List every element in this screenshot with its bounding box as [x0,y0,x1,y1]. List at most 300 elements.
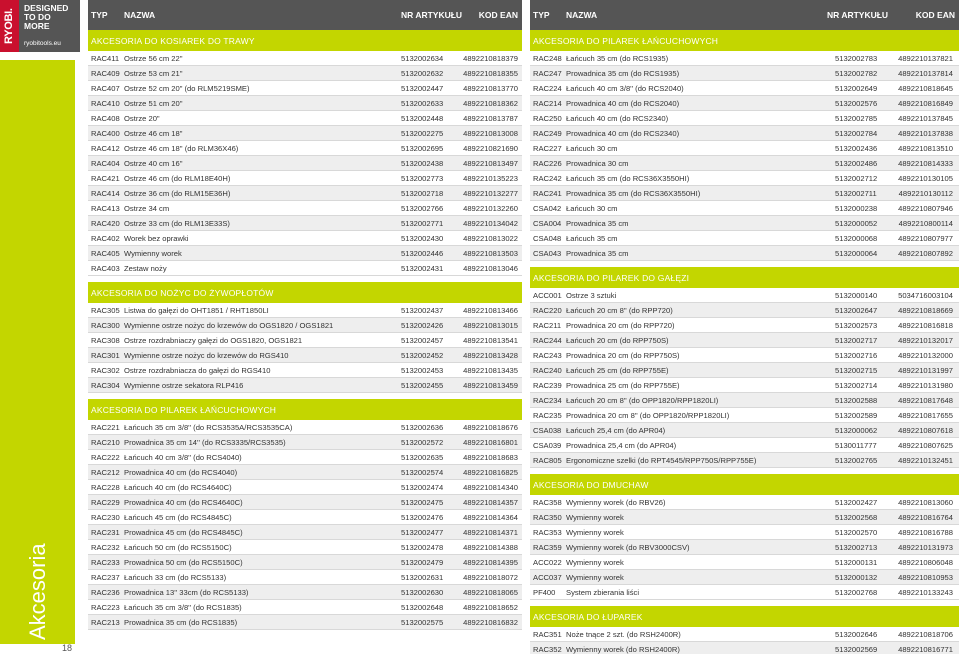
cell-nazwa: Łańcuch 25 cm (do RPP755E) [566,365,669,375]
cell-typ: RAC410 [91,98,120,108]
table-row [88,555,522,570]
cell-nazwa: Łańcuch 40 cm 3/8'' (do RCS4040) [124,452,242,462]
cell-typ: CSA048 [533,233,562,243]
header-typ: TYP [91,10,108,20]
cell-nazwa: Łańcuch 35 cm [566,233,618,243]
table-row [88,141,522,156]
cell-nazwa: Prowadnica 45 cm (do RCS4845C) [124,527,243,537]
table-row [88,363,522,378]
table-row [530,363,959,378]
cell-kod-ean: 4892210807892 [898,248,953,258]
right-table-body [530,30,959,654]
cell-nr-artykulu: 5132002718 [401,188,444,198]
cell-nazwa: Prowadnica 40 cm (do RCS2340) [566,128,680,138]
cell-kod-ean: 4892210131973 [898,542,953,552]
section-heading: AKCESORIA DO PILAREK ŁAŃCUCHOWYCH [88,399,522,420]
cell-nazwa: Łańcuch 35 cm 3/8'' (do RCS3535A/RCS3535CA) [124,422,293,432]
cell-nazwa: Ostrze rozdrabniacza do gałęzi do RGS410 [124,365,271,375]
cell-typ: RAC235 [533,410,562,420]
cell-typ: RAC233 [91,557,120,567]
table-header [88,0,522,30]
cell-nazwa: Zestaw noży [124,263,167,273]
cell-typ: CSA038 [533,425,562,435]
table-row [530,555,959,570]
cell-nazwa: Ostrze rozdrabniaczy gałęzi do OGS1820, OGS1821 [124,335,303,345]
cell-kod-ean: 5034716003104 [898,290,953,300]
cell-nazwa: Worek bez oprawki [124,233,189,243]
cell-nr-artykulu: 5132002478 [401,542,444,552]
cell-kod-ean: 4892210816801 [463,437,518,447]
cell-typ: RAC421 [91,173,120,183]
cell-kod-ean: 4892210137821 [898,53,953,63]
cell-nazwa: Ostrze 46 cm (do RLM18E40H) [124,173,231,183]
cell-kod-ean: 4892210813435 [463,365,518,375]
table-row [530,126,959,141]
cell-nazwa: Łańcuch 40 cm (do RCS2340) [566,113,669,123]
cell-typ: RAC302 [91,365,120,375]
cell-kod-ean: 4892210818706 [898,629,953,639]
table-row [530,231,959,246]
cell-nr-artykulu: 5132002765 [835,455,878,465]
cell-nazwa: Prowadnica 35 cm [566,218,629,228]
cell-nr-artykulu: 5132002635 [401,452,444,462]
cell-nr-artykulu: 5132002633 [401,98,444,108]
cell-nr-artykulu: 5132002711 [835,188,877,198]
cell-typ: RAC301 [91,350,120,360]
cell-nr-artykulu: 5132002714 [835,380,878,390]
cell-nazwa: Ostrze 46 cm 18'' (do RLM36X46) [124,143,239,153]
cell-typ: RAC248 [533,53,562,63]
cell-typ: RAC403 [91,263,120,273]
cell-typ: RAC358 [533,497,562,507]
cell-typ: RAC226 [533,158,562,168]
table-row [88,66,522,81]
cell-nr-artykulu: 5132002438 [401,158,444,168]
cell-kod-ean: 4892210813428 [463,350,518,360]
cell-kod-ean: 4892210807946 [898,203,953,213]
header-kod-ean: KOD EAN [915,10,955,20]
left-column [88,0,522,630]
logo-wordmark: RYOBI. [3,8,15,44]
cell-nr-artykulu: 5132002766 [401,203,444,213]
cell-nazwa: Prowadnica 35 cm [566,248,629,258]
cell-typ: ACC001 [533,290,562,300]
header-nazwa: NAZWA [124,10,156,20]
cell-typ: RAC243 [533,350,562,360]
cell-typ: RAC224 [533,83,562,93]
cell-nazwa: Ostrze 52 cm 20" (do RLM5219SME) [124,83,250,93]
cell-nr-artykulu: 5132002630 [401,587,444,597]
cell-kod-ean: 4892210132017 [898,335,953,345]
table-row [88,96,522,111]
cell-nazwa: Wymienny worek [566,512,624,522]
cell-kod-ean: 4892210818355 [463,68,518,78]
cell-kod-ean: 4892210816764 [898,512,953,522]
table-row [88,420,522,435]
cell-kod-ean: 4892210818669 [898,305,953,315]
cell-kod-ean: 4892210818065 [463,587,518,597]
cell-typ: RAC300 [91,320,120,330]
table-row [530,408,959,423]
cell-nr-artykulu: 5132002453 [401,365,444,375]
cell-nazwa: Prowadnica 40 cm (do RCS4640C) [124,497,243,507]
cell-nazwa: Ostrze 53 cm 21'' [124,68,183,78]
cell-kod-ean: 4892210813787 [463,113,518,123]
cell-nazwa: Prowadnica 20 cm (do RPP750S) [566,350,680,360]
cell-nr-artykulu: 5130011777 [835,440,877,450]
cell-nr-artykulu: 5132000062 [835,425,878,435]
side-title: Akcesoria [25,543,50,640]
cell-kod-ean: 4892210132451 [898,455,953,465]
cell-typ: RAC221 [91,422,120,432]
cell-nazwa: Ergonomiczne szelki (do RPT4545/RPP750S/RPP755E) [566,455,757,465]
cell-kod-ean: 4892210813503 [463,248,518,258]
cell-nr-artykulu: 5132000068 [835,233,878,243]
table-row [88,81,522,96]
cell-nazwa: Prowadnica 13'' 33cm (do RCS5133) [124,587,249,597]
cell-kod-ean: 4892210814364 [463,512,518,522]
cell-nr-artykulu: 5132002479 [401,557,444,567]
cell-kod-ean: 4892210817648 [898,395,953,405]
cell-nr-artykulu: 5132002782 [835,68,878,78]
cell-nr-artykulu: 5132002431 [401,263,444,273]
cell-kod-ean: 4892210134042 [463,218,518,228]
table-row [530,246,959,261]
cell-nr-artykulu: 5132002457 [401,335,444,345]
cell-nazwa: System zbierania liści [566,587,640,597]
cell-nr-artykulu: 5132002455 [401,380,444,390]
table-row [530,216,959,231]
cell-nr-artykulu: 5132002649 [835,83,878,93]
cell-kod-ean: 4892210132260 [463,203,518,213]
cell-nr-artykulu: 5132002570 [835,527,878,537]
page-number: 18 [62,643,73,653]
cell-typ: RAC353 [533,527,562,537]
table-row [530,438,959,453]
cell-typ: RAC350 [533,512,562,522]
table-row [530,423,959,438]
cell-kod-ean: 4892210818379 [463,53,518,63]
cell-nazwa: Wymienne ostrze nożyc do krzewów do OGS1820 / OGS1821 [124,320,334,330]
cell-nazwa: Prowadnica 30 cm [566,158,629,168]
cell-nr-artykulu: 5132002695 [401,143,444,153]
cell-nazwa: Łańcuch 20 cm (do RPP750S) [566,335,669,345]
table-row [530,186,959,201]
table-row [88,216,522,231]
cell-typ: RAC249 [533,128,562,138]
table-row [530,348,959,363]
cell-nr-artykulu: 5132002575 [401,617,444,627]
table-row [88,615,522,630]
cell-typ: RAC212 [91,467,120,477]
cell-kod-ean: 4892210818676 [463,422,518,432]
cell-nr-artykulu: 5132000140 [835,290,878,300]
table-row [88,348,522,363]
cell-nr-artykulu: 5132002716 [835,350,878,360]
cell-nr-artykulu: 5132002589 [835,410,878,420]
header-nazwa: NAZWA [566,10,598,20]
cell-nazwa: Łańcuch 35 cm (do RCS36X3550HI) [566,173,690,183]
table-row [530,201,959,216]
cell-kod-ean: 4892210816849 [898,98,953,108]
cell-kod-ean: 4892210132277 [463,188,518,198]
cell-nr-artykulu: 5132002783 [835,53,878,63]
cell-typ: ACC037 [533,572,562,582]
table-row [88,450,522,465]
cell-kod-ean: 4892210814340 [463,482,518,492]
cell-typ: RAC414 [91,188,120,198]
cell-nazwa: Listwa do gałęzi do OHT1851 / RHT1850LI [124,305,269,315]
table-row [530,96,959,111]
cell-nr-artykulu: 5132002632 [401,68,444,78]
cell-nr-artykulu: 5132002715 [835,365,878,375]
header-kod-ean: KOD EAN [478,10,518,20]
table-row [88,111,522,126]
cell-nr-artykulu: 5132002475 [401,497,444,507]
table-row [530,156,959,171]
cell-kod-ean: 4892210813497 [463,158,518,168]
cell-nr-artykulu: 5132002634 [401,53,444,63]
cell-nazwa: Prowadnica 20 cm 8'' (do OPP1820/RPP1820LI) [566,410,730,420]
cell-typ: RAC228 [91,482,120,492]
cell-nr-artykulu: 5132002427 [835,497,878,507]
cell-kod-ean: 4892210817655 [898,410,953,420]
cell-nazwa: Wymienny worek (do RBV26) [566,497,666,507]
table-row [88,540,522,555]
table-row [530,540,959,555]
logo-url: ryobitools.eu [24,40,61,47]
cell-typ: RAC304 [91,380,120,390]
cell-nazwa: Wymienne ostrze sekatora RLP416 [124,380,244,390]
section-heading: AKCESORIA DO PILAREK ŁAŃCUCHOWYCH [530,30,959,51]
cell-nazwa: Prowadnica 25,4 cm (do APR04) [566,440,677,450]
cell-kod-ean: 4892210800114 [898,218,953,228]
cell-nr-artykulu: 5132002436 [835,143,878,153]
cell-typ: RAC240 [533,365,562,375]
cell-nazwa: Prowadnica 25 cm (do RPP755E) [566,380,680,390]
cell-kod-ean: 4892210813015 [463,320,518,330]
cell-nazwa: Wymienne ostrze nożyc do krzewów do RGS410 [124,350,289,360]
header-typ: TYP [533,10,550,20]
cell-typ: RAC236 [91,587,120,597]
cell-kod-ean: 4892210818652 [463,602,518,612]
cell-typ: RAC308 [91,335,120,345]
cell-nazwa: Wymienny worek [566,572,624,582]
cell-nazwa: Wymienny worek (do RBV3000CSV) [566,542,690,552]
cell-nr-artykulu: 5132002474 [401,482,444,492]
cell-typ: RAC232 [91,542,120,552]
table-row [530,453,959,468]
cell-kod-ean: 4892210130112 [898,188,953,198]
cell-kod-ean: 4892210818645 [898,83,953,93]
table-row [530,333,959,348]
cell-nr-artykulu: 5132002784 [835,128,878,138]
cell-typ: RAC210 [91,437,120,447]
cell-typ: RAC404 [91,158,120,168]
cell-kod-ean: 4892210821690 [463,143,518,153]
cell-typ: RAC237 [91,572,120,582]
cell-nr-artykulu: 5132002448 [401,113,444,123]
table-row [88,246,522,261]
cell-typ: RAC234 [533,395,562,405]
cell-nr-artykulu: 5132000238 [835,203,878,213]
cell-typ: RAC408 [91,113,120,123]
table-row [530,51,959,66]
cell-typ: RAC400 [91,128,120,138]
cell-kod-ean: 4892210816818 [898,320,953,330]
table-row [530,378,959,393]
cell-nazwa: Wymienny worek [566,557,624,567]
cell-nr-artykulu: 5132002631 [401,572,444,582]
brand-logo [0,0,80,52]
cell-nazwa: Ostrze 36 cm (do RLM15E36H) [124,188,231,198]
cell-typ: RAC239 [533,380,562,390]
cell-nr-artykulu: 5132000132 [835,572,878,582]
cell-kod-ean: 4892210813770 [463,83,518,93]
cell-typ: RAC352 [533,644,562,654]
cell-kod-ean: 4892210814395 [463,557,518,567]
cell-kod-ean: 4892210131997 [898,365,953,375]
cell-nr-artykulu: 5132002773 [401,173,444,183]
table-header [530,0,959,30]
table-row [88,570,522,585]
table-row [530,570,959,585]
cell-typ: RAC805 [533,455,562,465]
cell-nazwa: Ostrze 51 cm 20'' [124,98,183,108]
header-nr-artykulu: NR ARTYKUŁU [401,10,463,20]
cell-nazwa: Łańcuch 20 cm 8'' (do RPP720) [566,305,673,315]
cell-nr-artykulu: 5132002768 [835,587,878,597]
cell-typ: RAC412 [91,143,120,153]
table-row [530,303,959,318]
cell-nr-artykulu: 5132002476 [401,512,444,522]
cell-typ: RAC402 [91,233,120,243]
left-table-body [88,30,522,630]
cell-nr-artykulu: 5132002446 [401,248,444,258]
table-row [530,495,959,510]
cell-typ: ACC022 [533,557,562,567]
cell-nr-artykulu: 5132002713 [835,542,878,552]
cell-kod-ean: 4892210810953 [898,572,953,582]
table-row [88,495,522,510]
cell-kod-ean: 4892210807977 [898,233,953,243]
cell-nazwa: Łańcuch 45 cm (do RCS4845C) [124,512,232,522]
table-row [88,600,522,615]
cell-nr-artykulu: 5132002437 [401,305,444,315]
cell-typ: RAC244 [533,335,562,345]
table-row [530,627,959,642]
cell-kod-ean: 4892210814371 [463,527,518,537]
table-row [530,393,959,408]
cell-nazwa: Łańcuch 35 cm (do RCS1935) [566,53,669,63]
section-heading: AKCESORIA DO DMUCHAW [530,474,959,495]
cell-nazwa: Prowadnica 20 cm (do RPP720) [566,320,675,330]
table-row [88,510,522,525]
table-row [88,480,522,495]
cell-typ: RAC420 [91,218,120,228]
cell-kod-ean: 4892210137814 [898,68,953,78]
cell-typ: RAC229 [91,497,120,507]
cell-kod-ean: 4892210135223 [463,173,518,183]
cell-kod-ean: 4892210133243 [898,587,953,597]
cell-nr-artykulu: 5132002447 [401,83,444,93]
cell-nazwa: Łańcuch 50 cm (do RCS5150C) [124,542,232,552]
cell-nr-artykulu: 5132002648 [401,602,444,612]
table-row [88,51,522,66]
cell-kod-ean: 4892210813060 [898,497,953,507]
cell-nr-artykulu: 5132002275 [401,128,444,138]
logo-slogan: DESIGNED TO DO MORE [24,3,69,31]
section-heading: AKCESORIA DO NOŻYC DO ŻYWOPŁOTÓW [88,282,522,303]
table-row [88,333,522,348]
cell-kod-ean: 4892210813008 [463,128,518,138]
header-nr-artykulu: NR ARTYKUŁU [827,10,889,20]
cell-nazwa: Łańcuch 30 cm [566,143,618,153]
cell-nazwa: Łańcuch 25,4 cm (do APR04) [566,425,666,435]
cell-nazwa: Ostrze 33 cm (do RLM13E33S) [124,218,230,228]
cell-nr-artykulu: 5132002568 [835,512,878,522]
cell-kod-ean: 4892210816788 [898,527,953,537]
cell-typ: RAC223 [91,602,120,612]
cell-kod-ean: 4892210814333 [898,158,953,168]
cell-nr-artykulu: 5132000131 [835,557,878,567]
cell-typ: RAC351 [533,629,562,639]
cell-typ: RAC247 [533,68,562,78]
cell-nazwa: Prowadnica 35 cm (do RCS1935) [566,68,680,78]
cell-nazwa: Wymienny worek [124,248,182,258]
table-row [88,303,522,318]
cell-nr-artykulu: 5132002576 [835,98,878,108]
cell-nr-artykulu: 5132002569 [835,644,878,654]
table-row [88,378,522,393]
cell-nazwa: Wymienny worek [566,527,624,537]
cell-nazwa: Łańcuch 40 cm 3/8'' (do RCS2040) [566,83,684,93]
cell-typ: RAC241 [533,188,562,198]
cell-kod-ean: 4892210818362 [463,98,518,108]
cell-nazwa: Ostrze 34 cm [124,203,170,213]
cell-nr-artykulu: 5132002574 [401,467,444,477]
cell-typ: RAC231 [91,527,120,537]
table-row [88,186,522,201]
cell-kod-ean: 4892210816832 [463,617,518,627]
cell-typ: RAC250 [533,113,562,123]
cell-typ: RAC227 [533,143,562,153]
cell-kod-ean: 4892210814388 [463,542,518,552]
cell-typ: RAC411 [91,53,120,63]
cell-nazwa: Ostrze 3 sztuki [566,290,617,300]
cell-kod-ean: 4892210137838 [898,128,953,138]
cell-kod-ean: 4892210813459 [463,380,518,390]
cell-kod-ean: 4892210813541 [463,335,518,345]
cell-nr-artykulu: 5132002712 [835,173,878,183]
cell-nr-artykulu: 5132002477 [401,527,444,537]
cell-nr-artykulu: 5132002486 [835,158,878,168]
cell-nazwa: Ostrze 46 cm 18" [124,128,183,138]
cell-kod-ean: 4892210806048 [898,557,953,567]
table-row [530,510,959,525]
cell-nazwa: Łańcuch 35 cm 3/8'' (do RCS1835) [124,602,242,612]
cell-kod-ean: 4892210807618 [898,425,953,435]
cell-nazwa: Ostrze 20" [124,113,160,123]
cell-nazwa: Ostrze 56 cm 22'' [124,53,183,63]
table-row [88,261,522,276]
cell-nr-artykulu: 5132000052 [835,218,878,228]
table-row [88,231,522,246]
cell-typ: RAC220 [533,305,562,315]
cell-kod-ean: 4892210130105 [898,173,953,183]
table-row [530,171,959,186]
cell-typ: RAC359 [533,542,562,552]
